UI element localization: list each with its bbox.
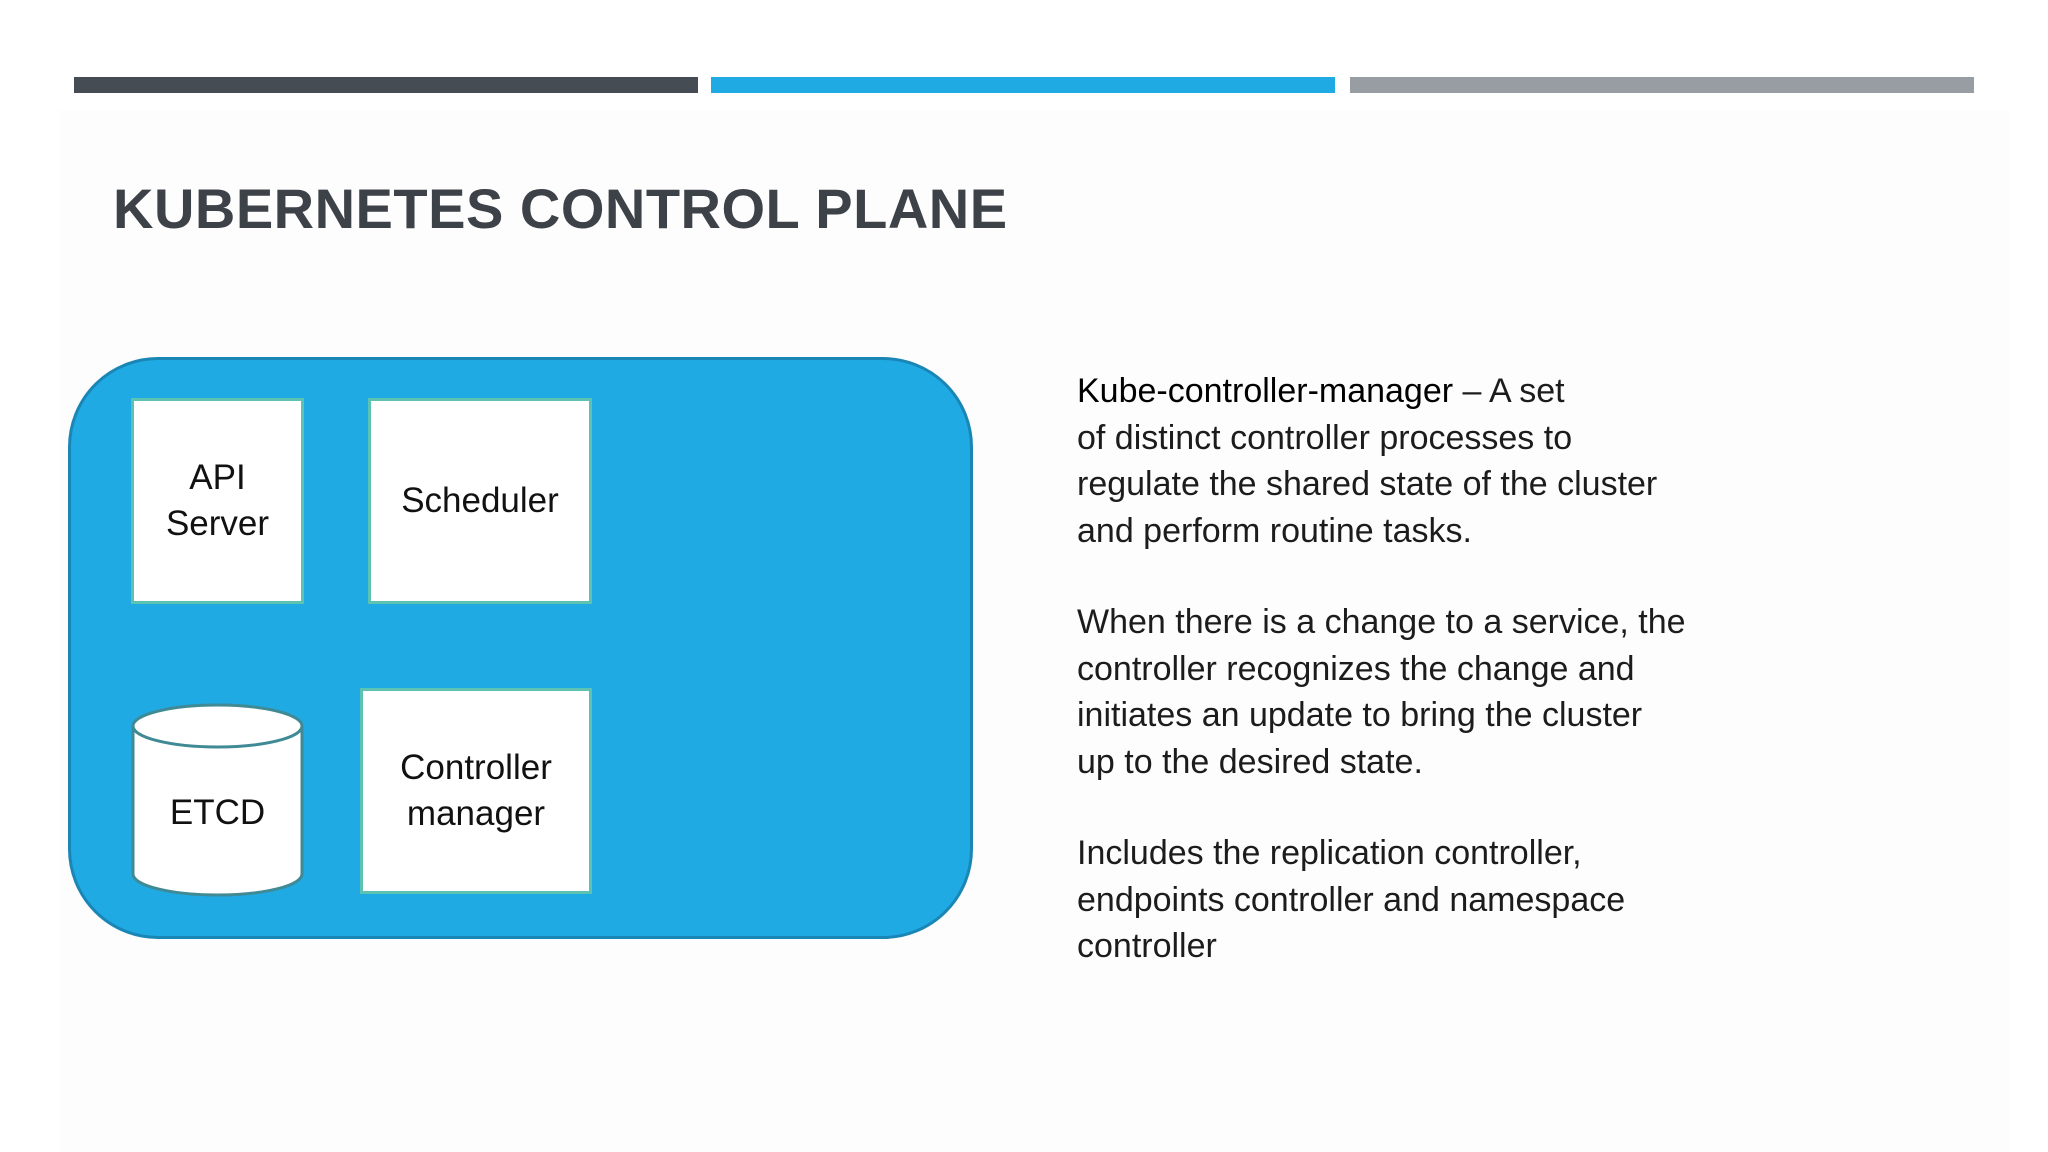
api-server-box: API Server [131,398,304,604]
accent-bar-blue [711,77,1335,93]
description-paragraph-3: Includes the replication controller, endpoints controller and namespace controller [1077,834,1626,965]
description-term-definition: – A set of distinct controller processes to regulate the shared state of the cluster and perform routine tasks. [1077,372,1658,550]
slide-title: KUBERNETES CONTROL PLANE [113,177,1008,240]
accent-bar-gray [1350,77,1974,93]
description-paragraph-1 [1077,368,1977,554]
description-text [1077,368,1977,1015]
accent-bar-dark [74,77,698,93]
description-term: Kube-controller-manager [1077,372,1454,410]
etcd-database-cylinder [130,702,305,898]
etcd-label: ETCD [169,793,266,832]
controller-manager-box: Controller manager [360,688,592,894]
scheduler-box: Scheduler [368,398,592,604]
description-paragraph-2: When there is a change to a service, the controller recognizes the change and initiates an update to bring the cluster up to the desired state. [1077,603,1686,781]
